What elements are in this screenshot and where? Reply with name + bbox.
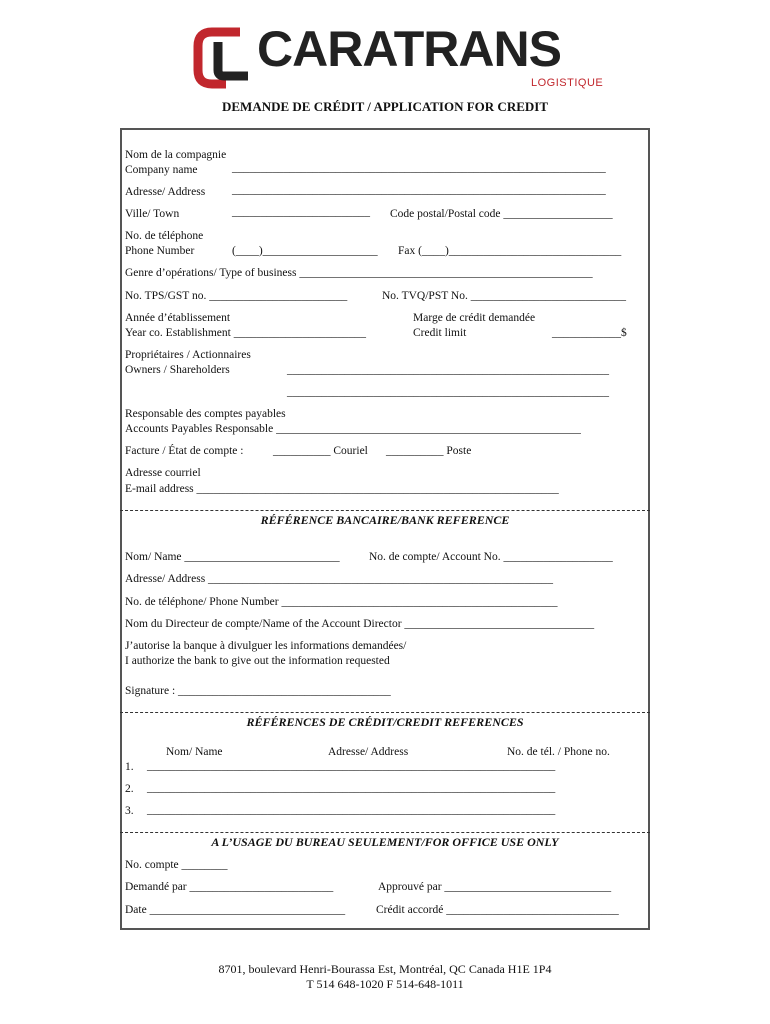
footer-phone: T 514 648-1020 F 514-648-1011: [306, 977, 464, 991]
bank-reference-heading: RÉFÉRENCE BANCAIRE/BANK REFERENCE: [260, 513, 510, 527]
authorization-text-fr: J’autorise la banque à divulguer les informations demandées/: [125, 640, 407, 652]
credit-ref-row-field[interactable]: _______________________________________________________________________: [147, 782, 556, 794]
requested-by-field[interactable]: Demandé par _________________________: [125, 881, 334, 893]
gst-field[interactable]: No. TPS/GST no. ________________________: [125, 290, 348, 302]
company-logo-name: CARATRANS: [257, 21, 561, 77]
bank-name-field[interactable]: Nom/ Name ___________________________: [125, 551, 340, 563]
city-field[interactable]: ________________________: [232, 206, 370, 218]
credit-ref-row-number: 3.: [125, 805, 134, 817]
company-name-label-fr: Nom de la compagnie: [125, 149, 227, 161]
phone-label-fr: No. de téléphone: [125, 230, 204, 242]
section-divider: [120, 712, 650, 713]
authorization-text-en: I authorize the bank to give out the information requested: [125, 655, 390, 667]
fax-field[interactable]: Fax (____)______________________________: [398, 245, 622, 257]
address-field[interactable]: _________________________________________________________________: [232, 184, 606, 196]
year-established-field[interactable]: Year co. Establishment _______________________: [125, 327, 366, 339]
approved-by-field[interactable]: Approuvé par _____________________________: [378, 881, 612, 893]
owners-field-2[interactable]: ________________________________________________________: [287, 386, 609, 398]
credit-limit-label-en: Credit limit: [413, 327, 467, 339]
office-use-heading: A L’USAGE DU BUREAU SEULEMENT/FOR OFFICE USE ONLY: [211, 835, 559, 849]
signature-field[interactable]: Signature : _____________________________________: [125, 685, 391, 697]
bank-phone-field[interactable]: No. de téléphone/ Phone Number ________________________________________________: [125, 596, 558, 608]
city-label: Ville/ Town: [125, 208, 180, 220]
caratrans-logo-icon: [192, 26, 254, 92]
credit-ref-row-number: 2.: [125, 783, 134, 795]
office-account-field[interactable]: No. compte ________: [125, 859, 228, 871]
section-divider: [120, 832, 650, 833]
account-director-field[interactable]: Nom du Directeur de compte/Name of the Account Director _________________________________: [125, 618, 595, 630]
owners-label-en: Owners / Shareholders: [125, 364, 230, 376]
credit-granted-field[interactable]: Crédit accordé ______________________________: [376, 904, 619, 916]
footer-address: 8701, boulevard Henri-Bourassa Est, Montréal, QC Canada H1E 1P4: [218, 962, 552, 976]
owners-field-1[interactable]: ________________________________________________________: [287, 364, 609, 376]
ap-label-fr: Responsable des comptes payables: [125, 408, 286, 420]
bank-address-field[interactable]: Adresse/ Address ____________________________________________________________: [125, 573, 554, 585]
ap-field[interactable]: Accounts Payables Responsable _____________________________________________________: [125, 423, 581, 435]
business-type-field[interactable]: Genre d’opérations/ Type of business ___________________________________________________: [125, 267, 593, 279]
credit-ref-row-number: 1.: [125, 761, 134, 773]
email-field[interactable]: E-mail address _______________________________________________________________: [125, 483, 559, 495]
company-name-field[interactable]: _________________________________________________________________: [232, 162, 606, 174]
credit-limit-field[interactable]: ____________$: [552, 327, 627, 339]
credit-ref-column-phone: No. de tél. / Phone no.: [507, 746, 610, 758]
date-field[interactable]: Date __________________________________: [125, 904, 346, 916]
phone-label-en: Phone Number: [125, 245, 195, 257]
page-title: DEMANDE DE CRÉDIT / APPLICATION FOR CREDIT: [222, 99, 548, 114]
company-name-label-en: Company name: [125, 164, 198, 176]
invoice-post-option[interactable]: __________ Poste: [386, 445, 472, 457]
postal-code-field[interactable]: Code postal/Postal code ___________________: [390, 208, 613, 220]
bank-account-field[interactable]: No. de compte/ Account No. ___________________: [369, 551, 613, 563]
phone-field[interactable]: (____)____________________: [232, 245, 378, 257]
credit-limit-label-fr: Marge de crédit demandée: [413, 312, 536, 324]
credit-ref-column-address: Adresse/ Address: [328, 746, 409, 758]
pst-field[interactable]: No. TVQ/PST No. ___________________________: [382, 290, 626, 302]
credit-ref-row-field[interactable]: _______________________________________________________________________: [147, 760, 556, 772]
year-established-label-fr: Année d’établissement: [125, 312, 231, 324]
section-divider: [120, 510, 650, 511]
invoice-label: Facture / État de compte :: [125, 445, 244, 457]
address-label: Adresse/ Address: [125, 186, 206, 198]
credit-ref-row-field[interactable]: _______________________________________________________________________: [147, 804, 556, 816]
email-label-fr: Adresse courriel: [125, 467, 201, 479]
credit-references-heading: RÉFÉRENCES DE CRÉDIT/CREDIT REFERENCES: [246, 715, 524, 729]
credit-ref-column-name: Nom/ Name: [166, 746, 223, 758]
invoice-courier-option[interactable]: __________ Couriel: [273, 445, 368, 457]
company-logo-subtitle: LOGISTIQUE: [531, 77, 604, 89]
owners-label-fr: Propriétaires / Actionnaires: [125, 349, 251, 361]
